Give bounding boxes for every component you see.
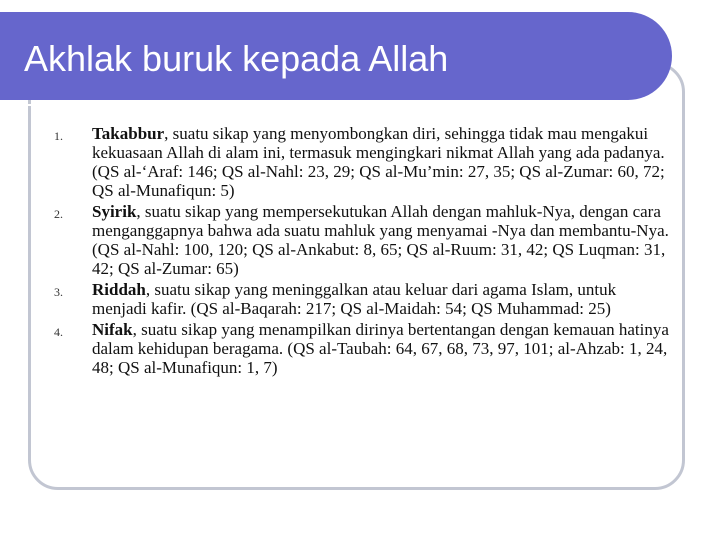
list-number: 4. xyxy=(54,325,63,339)
list-item-description: , suatu sikap yang menyombongkan diri, sehingga tidak mau mengakui kekuasaan Allah di alam ini, termasuk mengingkari nikmat Allah yang ada padanya. (QS al-‘Araf: 146; QS al-Nahl: 23, 29; QS al-Mu’min: 27, 35; QS al-Zumar: 60, 72; QS al-Munafiqun: 5) xyxy=(92,124,665,200)
list-item-description: , suatu sikap yang mempersekutukan Allah dengan mahluk-Nya, dengan cara menganggapnya bahwa ada suatu mahluk yang menyamai -Nya dan membantu-Nya. (QS al-Nahl: 100, 120; QS al-Ankabut: 8, 65; QS al-Ruum: 31, 42; QS Luqman: 31, 42; QS al-Zumar: 65) xyxy=(92,202,669,278)
list-item-description: , suatu sikap yang menampilkan dirinya bertentangan dengan kemauan hatinya dalam kehidupan beragama. (QS al-Taubah: 64, 67, 68, 73, 97, 101; al-Ahzab: 1, 24, 48; QS al-Munafiqun: 1, 7) xyxy=(92,320,669,377)
slide-title: Akhlak buruk kepada Allah xyxy=(24,38,449,79)
list-item-text xyxy=(92,280,670,318)
title-bar xyxy=(0,12,672,100)
title-underline xyxy=(26,104,638,106)
list-item-takabbur xyxy=(54,124,670,200)
list-item-term: Takabbur xyxy=(92,124,165,143)
list-item-text xyxy=(92,124,670,200)
list-item-text xyxy=(92,202,670,278)
list-number: 3. xyxy=(54,285,63,299)
list-number: 2. xyxy=(54,207,63,221)
list-item-term: Riddah xyxy=(92,280,146,299)
list-item-term: Nifak xyxy=(92,320,133,339)
numbered-list xyxy=(54,124,670,379)
list-number: 1. xyxy=(54,129,63,143)
list-item-description: , suatu sikap yang meninggalkan atau keluar dari agama Islam, untuk menjadi kafir. (QS al-Baqarah: 217; QS al-Maidah: 54; QS Muhammad: 25) xyxy=(92,280,617,318)
list-item-term: Syirik xyxy=(92,202,137,221)
list-item-riddah xyxy=(54,280,670,318)
list-item-syirik xyxy=(54,202,670,278)
list-item-text xyxy=(92,320,670,377)
list-item-nifak xyxy=(54,320,670,377)
